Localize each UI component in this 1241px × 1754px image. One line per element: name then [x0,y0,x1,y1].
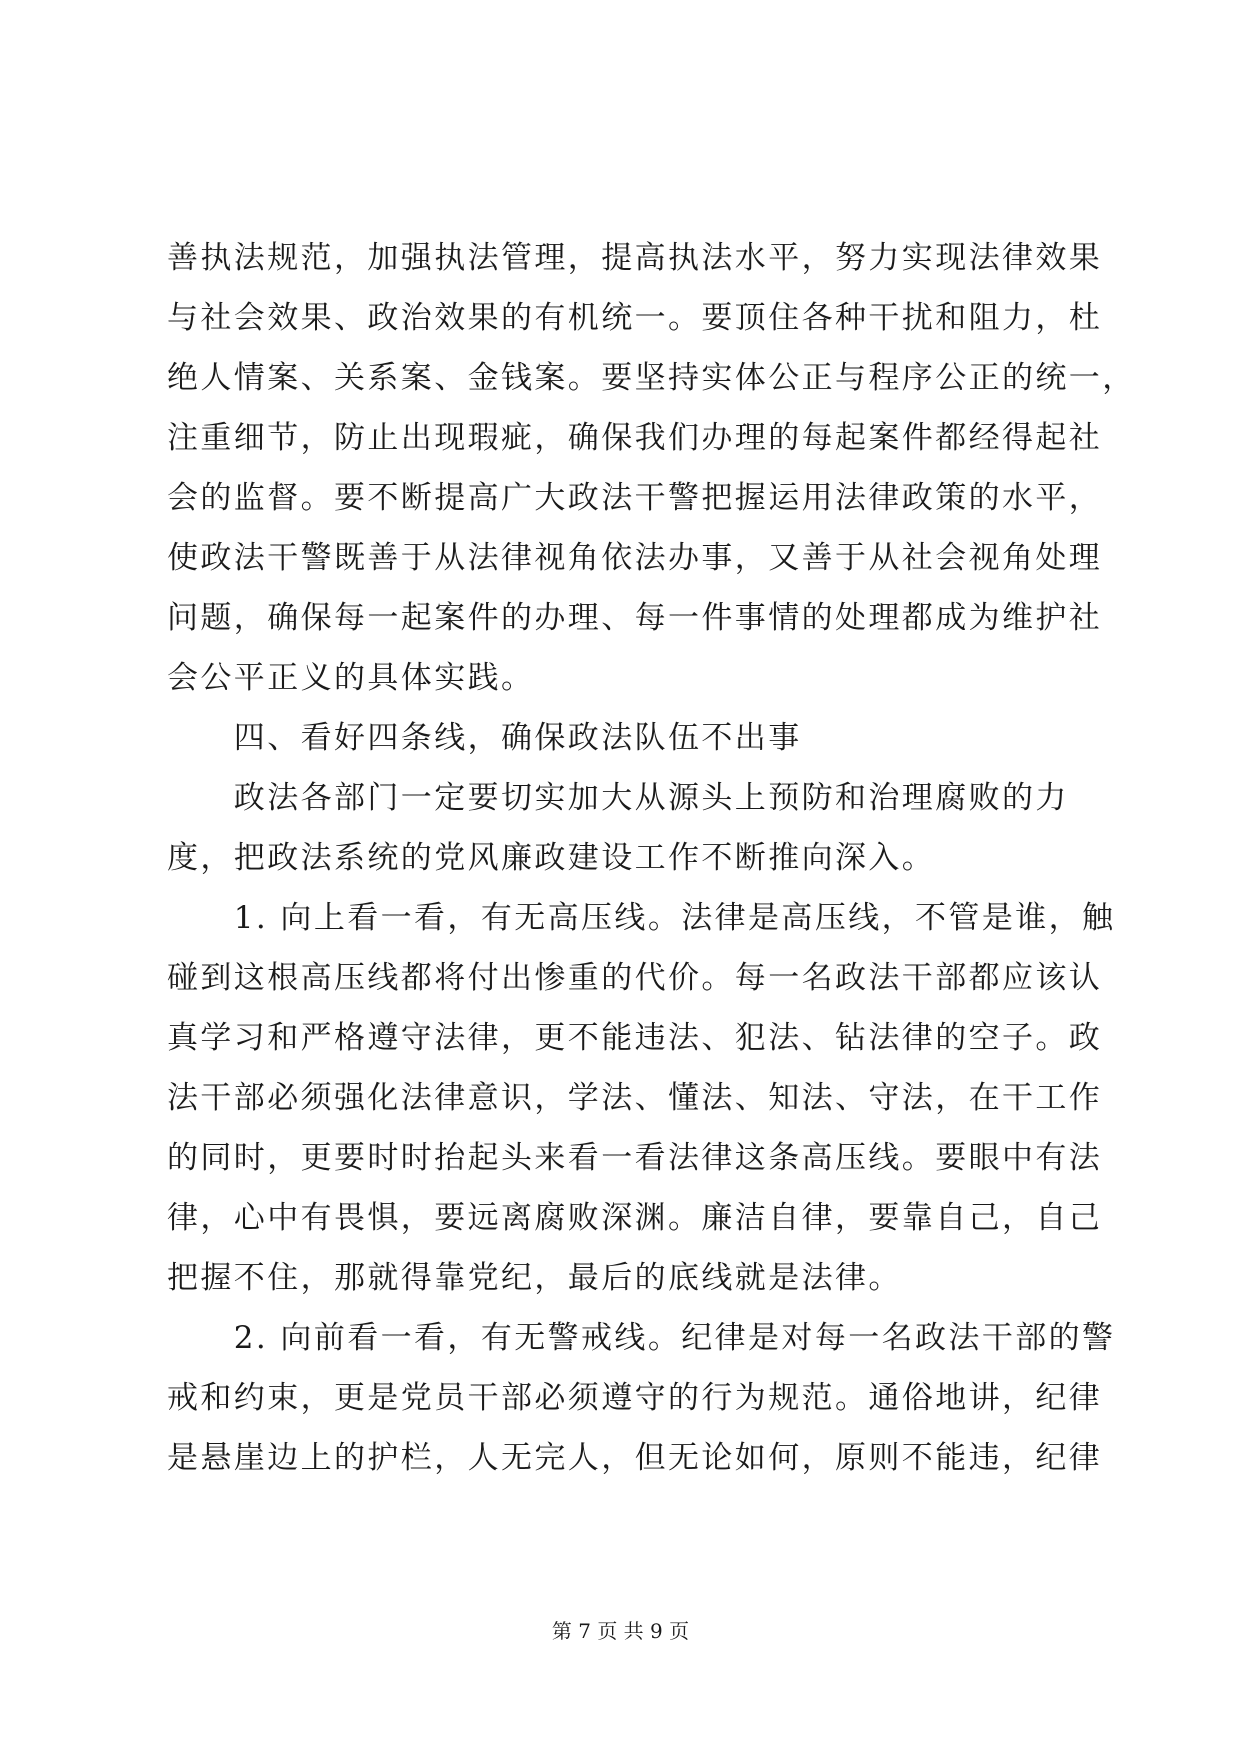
text-line: 的同时，更要时时抬起头来看一看法律这条高压线。要眼中有法 [167,1140,1103,1176]
document-body [167,228,1136,1488]
section-heading: 四、看好四条线，确保政法队伍不出事 [167,720,802,756]
text-line: 问题，确保每一起案件的办理、每一件事情的处理都成为维护社 [167,600,1103,636]
text-line: 碰到这根高压线都将付出惨重的代价。每一名政法干部都应该认 [167,960,1103,996]
text-line: 度，把政法系统的党风廉政建设工作不断推向深入。 [167,840,936,876]
text-line: 会公平正义的具体实践。 [167,660,535,696]
text-line: 使政法干警既善于从法律视角依法办事，又善于从社会视角处理 [167,540,1103,576]
text-line: 2. 向前看一看，有无警戒线。纪律是对每一名政法干部的警 [167,1320,1116,1356]
text-line: 绝人情案、关系案、金钱案。要坚持实体公正与程序公正的统一， [167,360,1136,396]
text-line: 与社会效果、政治效果的有机统一。要顶住各种干扰和阻力，杜 [167,300,1103,336]
text-line: 真学习和严格遵守法律，更不能违法、犯法、钻法律的空子。政 [167,1020,1103,1056]
text-line: 把握不住，那就得靠党纪，最后的底线就是法律。 [167,1260,902,1296]
text-line: 会的监督。要不断提高广大政法干警把握运用法律政策的水平， [167,480,1103,516]
text-line: 善执法规范，加强执法管理，提高执法水平，努力实现法律效果 [167,240,1103,276]
page-footer: 第 7 页 共 9 页 [551,1619,690,1643]
text-line: 政法各部门一定要切实加大从源头上预防和治理腐败的力 [167,780,1069,816]
text-line: 律，心中有畏惧，要远离腐败深渊。廉洁自律，要靠自己，自己 [167,1200,1103,1236]
text-line: 注重细节，防止出现瑕疵，确保我们办理的每起案件都经得起社 [167,420,1103,456]
text-line: 1. 向上看一看，有无高压线。法律是高压线，不管是谁，触 [167,900,1116,936]
text-line: 是悬崖边上的护栏，人无完人，但无论如何，原则不能违，纪律 [167,1440,1103,1476]
text-line: 法干部必须强化法律意识，学法、懂法、知法、守法，在干工作 [167,1080,1103,1116]
text-line: 戒和约束，更是党员干部必须遵守的行为规范。通俗地讲，纪律 [167,1380,1103,1416]
